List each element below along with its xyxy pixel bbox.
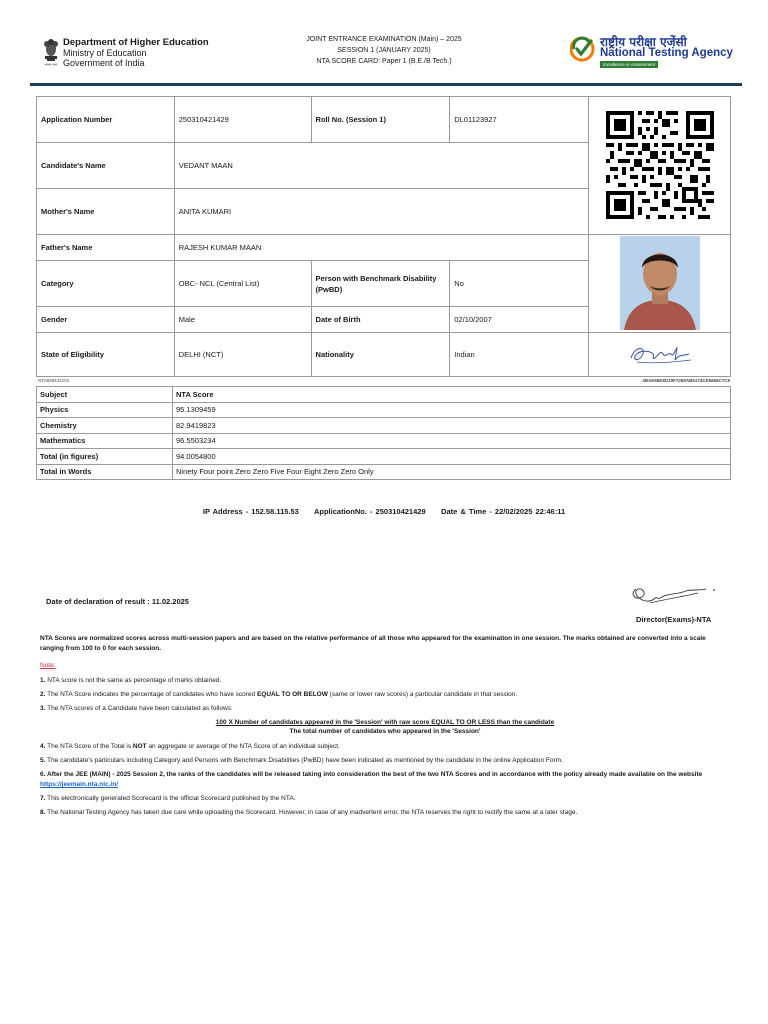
candidate-photo <box>620 236 700 330</box>
gender-label: Gender <box>37 307 175 333</box>
roll-number-value: DL01123927 <box>450 97 589 143</box>
nta-tagline: Excellence in Assessment <box>600 61 658 68</box>
category-label: Category <box>37 261 175 307</box>
nta-score-formula <box>40 718 730 736</box>
scorecard-header <box>0 0 768 88</box>
state-value: DELHI (NCT) <box>174 333 311 377</box>
table-row <box>37 402 731 418</box>
note-6: 6. After the JEE (MAIN) - 2025 Session 2, the ranks of the candidates will be released taking into consideration the best of the two NTA Scores and in accordance with the policy already made available on the website https://jeemain.nta.nic.in/ <box>40 771 703 788</box>
total-figures-label: Total (in figures) <box>37 449 173 465</box>
score-table <box>36 386 731 480</box>
exam-title-line2: SESSION 1 (JANUARY 2025) <box>337 47 431 54</box>
roll-number-label: Roll No. (Session 1) <box>311 97 450 143</box>
total-figures-value: 94.0054800 <box>173 449 731 465</box>
national-emblem-icon <box>42 36 60 66</box>
candidate-name-label: Candidate's Name <box>37 143 175 189</box>
subject-physics: Physics <box>37 402 173 418</box>
nationality-value: Indian <box>450 333 589 377</box>
normalization-intro: NTA Scores are normalized scores across multi-session papers and are based on the relative performance of all those who appeared for the examination in one session. The marks obtained are converted into a scale ranging from 100 to 0 for each session. <box>40 635 706 652</box>
emblem-caption: सत्यमेव जयते <box>44 63 58 66</box>
total-words-value: Ninety Four point Zero Zero Five Four Eight Zero Zero Only <box>173 464 731 480</box>
nationality-label: Nationality <box>311 333 450 377</box>
note-7: 7. This electronically generated Scorecard is the official Scorecard published by the NTA. <box>40 795 296 802</box>
subject-header: Subject <box>37 387 173 403</box>
category-value: OBC- NCL (Central List) <box>174 261 311 307</box>
application-number-label: Application Number <box>37 97 175 143</box>
note-5: 5. The candidate's particulars including Category and Persons with Benchmark Disabilities (PwBD) have been indicated as mentioned by the candidate in the online Application Form. <box>40 757 563 764</box>
table-row <box>37 464 731 480</box>
father-name-value: RAJESH KUMAR MAAN <box>174 235 588 261</box>
mother-name-label: Mother's Name <box>37 189 175 235</box>
total-words-label: Total in Words <box>37 464 173 480</box>
ministry-name: Ministry of Education <box>63 48 147 58</box>
table-row <box>37 97 731 143</box>
nta-score-header: NTA Score <box>173 387 731 403</box>
score-mathematics: 96.5503234 <box>173 433 731 449</box>
candidate-signature <box>625 340 695 368</box>
document-code-right: 3BAE68E8D19F7268AB5174CE6666C7C6 <box>642 378 730 383</box>
note-4: 4. The NTA Score of the Total is NOT an aggregate or average of the NTA Score of an individual subject. <box>40 743 340 750</box>
table-row <box>37 418 731 434</box>
note-8: 8. The National Testing Agency has taken due care while uploading the Scorecard. However, in case of any inadvertent error, the NTA reserves the right to rectify the same at a later stage. <box>40 809 578 816</box>
exam-title <box>250 34 518 67</box>
jee-main-website-link[interactable]: https://jeemain.nta.nic.in/ <box>40 781 119 788</box>
department-block <box>63 38 209 68</box>
candidate-info-table <box>36 96 731 377</box>
note-1: 1. NTA score is not the same as percentage of marks obtained. <box>40 677 222 684</box>
director-label: Director(Exams)-NTA <box>636 615 712 624</box>
director-signature <box>626 579 722 609</box>
gender-value: Male <box>174 307 311 333</box>
formula-denominator: The total number of candidates who appeared in the 'Session' <box>289 728 481 735</box>
nta-name: National Testing Agency <box>600 47 733 59</box>
pwbd-value: No <box>450 261 589 307</box>
dob-value: 02/10/2007 <box>450 307 589 333</box>
table-row <box>37 235 731 261</box>
candidate-name-value: VEDANT MAAN <box>174 143 588 189</box>
signature-cell <box>589 333 731 377</box>
department-name: Department of Higher Education <box>63 37 209 48</box>
table-row <box>37 449 731 465</box>
score-chemistry: 82.9419823 <box>173 418 731 434</box>
notes-section <box>40 634 730 822</box>
exam-title-line1: JOINT ENTRANCE EXAMINATION (Main) – 2025 <box>306 36 462 43</box>
ip-address-line: IP Address - 152.58.115.53 ApplicationNo. - 250310421429 Date & Time - 22/02/2025 22:46:11 <box>202 507 566 516</box>
state-label: State of Eligibility <box>37 333 175 377</box>
father-name-label: Father's Name <box>37 235 175 261</box>
application-number-value: 250310421429 <box>174 97 311 143</box>
pwbd-label: Person with Benchmark Disability (PwBD) <box>311 261 450 307</box>
header-rule <box>30 83 742 86</box>
qr-code-cell <box>589 97 731 235</box>
table-row <box>37 433 731 449</box>
nta-hindi-name: राष्ट्रीय परीक्षा एजेंसी <box>600 35 687 49</box>
note-3: 3. The NTA scores of a Candidate have been calculated as follows: <box>40 705 233 712</box>
note-2: 2. The NTA Score indicates the percentage of candidates who have scored EQUAL TO OR BELOW (same or lower raw scores) a particular candidate in that session. <box>40 691 518 698</box>
subject-chemistry: Chemistry <box>37 418 173 434</box>
qr-code-icon <box>602 107 718 223</box>
exam-title-line3: NTA SCORE CARD: Paper 1 (B.E./B Tech.) <box>316 58 452 65</box>
note-heading: Note: <box>40 662 56 669</box>
table-row <box>37 387 731 403</box>
declaration-date: Date of declaration of result : 11.02.2025 <box>46 597 189 606</box>
table-row <box>37 333 731 377</box>
subject-mathematics: Mathematics <box>37 433 173 449</box>
photo-cell <box>589 235 731 333</box>
score-physics: 95.1309459 <box>173 402 731 418</box>
formula-numerator: 100 X Number of candidates appeared in the 'Session' with raw score EQUAL TO OR LESS than the candidate <box>215 719 555 726</box>
mother-name-value: ANITA KUMARI <box>174 189 588 235</box>
government-name: Government of India <box>63 58 145 68</box>
dob-label: Date of Birth <box>311 307 450 333</box>
document-code-left: NTA829442101 <box>38 378 70 383</box>
